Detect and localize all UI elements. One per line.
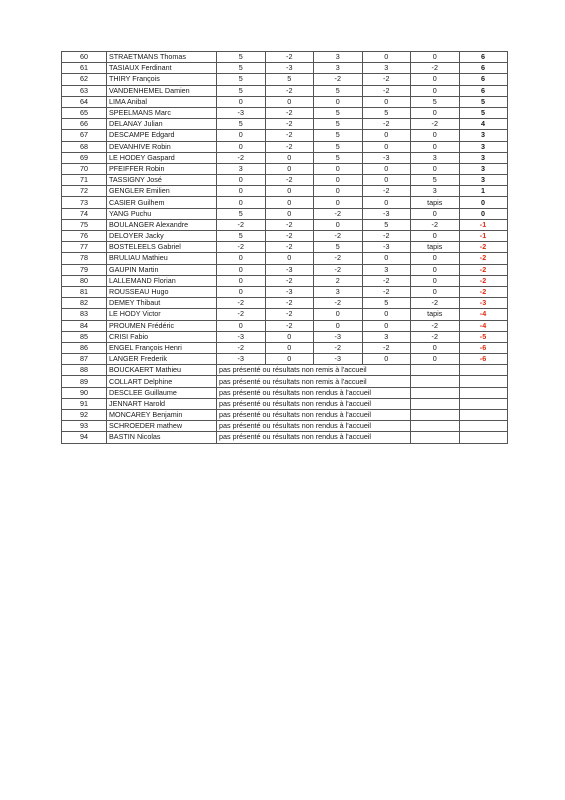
total-score-cell: 3 [459,163,507,174]
round-score-cell: 0 [411,107,460,118]
total-score-cell: 6 [459,52,507,63]
table-row [62,175,508,186]
player-name-cell: TASIAUX Ferdinant [107,63,217,74]
round-score-cell: 3 [411,186,460,197]
table-row [62,286,508,297]
round-score-cell: -2 [217,342,266,353]
round-score-cell: 0 [362,175,411,186]
round-score-cell: 0 [362,197,411,208]
empty-cell [411,365,460,376]
round-score-cell: 0 [314,96,363,107]
round-score-cell: -2 [265,130,314,141]
round-score-cell: -2 [265,231,314,242]
rank-cell: 83 [62,309,107,320]
round-score-cell: -2 [265,85,314,96]
table-row [62,107,508,118]
round-score-cell: 5 [314,152,363,163]
round-score-cell: 5 [314,107,363,118]
round-score-cell: -2 [314,231,363,242]
round-score-cell: 0 [265,354,314,365]
round-score-cell: -3 [265,286,314,297]
round-score-cell: tapis [411,242,460,253]
table-row [62,320,508,331]
round-score-cell: -2 [362,286,411,297]
player-name-cell: LE HODY Victor [107,309,217,320]
total-score-cell: 3 [459,152,507,163]
table-row [62,242,508,253]
rank-cell: 80 [62,275,107,286]
round-score-cell: -3 [362,152,411,163]
rank-cell: 73 [62,197,107,208]
player-name-cell: COLLART Delphine [107,376,217,387]
round-score-cell: 5 [362,219,411,230]
rank-cell: 86 [62,342,107,353]
round-score-cell: -3 [265,264,314,275]
total-score-cell: 6 [459,74,507,85]
round-score-cell: 0 [314,219,363,230]
round-score-cell: 5 [314,141,363,152]
round-score-cell: 0 [411,231,460,242]
round-score-cell: 0 [217,320,266,331]
rank-cell: 92 [62,410,107,421]
rank-cell: 68 [62,141,107,152]
total-score-cell [459,421,507,432]
round-score-cell: 0 [265,331,314,342]
round-score-cell: -2 [314,253,363,264]
table-row-absent [62,398,508,409]
player-name-cell: LE HODEY Gaspard [107,152,217,163]
round-score-cell: 3 [362,331,411,342]
round-score-cell: 0 [411,275,460,286]
player-name-cell: CASIER Guilhem [107,197,217,208]
round-score-cell: -2 [362,85,411,96]
round-score-cell: -2 [314,298,363,309]
total-score-cell [459,376,507,387]
total-score-cell: -2 [459,253,507,264]
round-score-cell: 0 [411,141,460,152]
player-name-cell: ROUSSEAU Hugo [107,286,217,297]
round-score-cell: 0 [362,52,411,63]
table-row [62,208,508,219]
player-name-cell: SPEELMANS Marc [107,107,217,118]
total-score-cell [459,365,507,376]
rank-cell: 65 [62,107,107,118]
player-name-cell: PFEIFFER Robin [107,163,217,174]
rank-cell: 63 [62,85,107,96]
round-score-cell: -2 [411,298,460,309]
round-score-cell: 0 [314,186,363,197]
table-row-absent [62,376,508,387]
round-score-cell: 0 [411,354,460,365]
table-row [62,186,508,197]
total-score-cell: -2 [459,275,507,286]
round-score-cell: 0 [314,309,363,320]
round-score-cell: -2 [411,219,460,230]
round-score-cell: 0 [411,286,460,297]
round-score-cell: -2 [362,275,411,286]
round-score-cell: 5 [411,96,460,107]
player-name-cell: DELOYER Jacky [107,231,217,242]
rank-cell: 85 [62,331,107,342]
round-score-cell: -2 [217,219,266,230]
round-score-cell: -2 [265,309,314,320]
player-name-cell: BOULANGER Alexandre [107,219,217,230]
player-name-cell: STRAETMANS Thomas [107,52,217,63]
rank-cell: 94 [62,432,107,443]
round-score-cell: -2 [411,331,460,342]
player-name-cell: SCHROEDER mathew [107,421,217,432]
rank-cell: 64 [62,96,107,107]
round-score-cell: 0 [411,253,460,264]
rank-cell: 60 [62,52,107,63]
rank-cell: 69 [62,152,107,163]
player-name-cell: VANDENHEMEL Damien [107,85,217,96]
player-name-cell: MONCAREY Benjamin [107,410,217,421]
rank-cell: 88 [62,365,107,376]
round-score-cell: 5 [314,242,363,253]
round-score-cell: 0 [217,186,266,197]
rank-cell: 87 [62,354,107,365]
round-score-cell: -2 [265,141,314,152]
rank-cell: 81 [62,286,107,297]
player-name-cell: TASSIGNY José [107,175,217,186]
player-name-cell: LIMA Anibal [107,96,217,107]
round-score-cell: 0 [217,197,266,208]
total-score-cell: 5 [459,107,507,118]
total-score-cell: -6 [459,354,507,365]
table-row [62,354,508,365]
round-score-cell: 5 [217,208,266,219]
rank-cell: 66 [62,119,107,130]
rank-cell: 77 [62,242,107,253]
total-score-cell: 4 [459,119,507,130]
player-name-cell: DESCLEE Guillaume [107,387,217,398]
total-score-cell: -1 [459,219,507,230]
round-score-cell: 5 [217,85,266,96]
results-table [61,51,508,444]
table-row [62,331,508,342]
player-name-cell: GAUPIN Martin [107,264,217,275]
total-score-cell [459,398,507,409]
table-row [62,264,508,275]
round-score-cell: -2 [362,342,411,353]
round-score-cell: 0 [314,197,363,208]
table-row [62,52,508,63]
table-row [62,342,508,353]
round-score-cell: 3 [217,163,266,174]
round-score-cell: 5 [314,119,363,130]
absence-note-cell: pas présenté ou résultats non remis à l'accueil [217,365,411,376]
player-name-cell: BOUCKAERT Mathieu [107,365,217,376]
table-row [62,74,508,85]
round-score-cell: -3 [265,63,314,74]
round-score-cell: -3 [362,208,411,219]
rank-cell: 71 [62,175,107,186]
round-score-cell: 0 [217,286,266,297]
rank-cell: 84 [62,320,107,331]
player-name-cell: LALLEMAND Florian [107,275,217,286]
round-score-cell: 0 [265,197,314,208]
round-score-cell: -2 [265,242,314,253]
player-name-cell: BOSTELEELS Gabriel [107,242,217,253]
total-score-cell: 3 [459,130,507,141]
table-row-absent [62,410,508,421]
player-name-cell: YANG Puchu [107,208,217,219]
absence-note-cell: pas présenté ou résultats non remis à l'accueil [217,376,411,387]
total-score-cell [459,387,507,398]
player-name-cell: BRULIAU Mathieu [107,253,217,264]
rank-cell: 72 [62,186,107,197]
empty-cell [411,387,460,398]
empty-cell [411,376,460,387]
player-name-cell: DELANAY Julian [107,119,217,130]
table-row [62,141,508,152]
round-score-cell: 0 [217,253,266,264]
round-score-cell: -2 [265,275,314,286]
round-score-cell: 3 [362,264,411,275]
table-row [62,130,508,141]
total-score-cell: -3 [459,298,507,309]
round-score-cell: 0 [362,354,411,365]
player-name-cell: JENNART Harold [107,398,217,409]
total-score-cell: -2 [459,242,507,253]
round-score-cell: 0 [314,175,363,186]
round-score-cell: 5 [217,231,266,242]
total-score-cell: 5 [459,96,507,107]
table-row [62,119,508,130]
round-score-cell: 0 [411,264,460,275]
round-score-cell: 0 [411,85,460,96]
round-score-cell: 0 [411,74,460,85]
rank-cell: 82 [62,298,107,309]
round-score-cell: -2 [314,74,363,85]
round-score-cell: -2 [217,242,266,253]
round-score-cell: 0 [362,163,411,174]
total-score-cell: 3 [459,141,507,152]
rank-cell: 74 [62,208,107,219]
total-score-cell [459,432,507,443]
round-score-cell: 0 [362,309,411,320]
table-row [62,298,508,309]
round-score-cell: 0 [217,141,266,152]
total-score-cell: -1 [459,231,507,242]
round-score-cell: -2 [411,320,460,331]
round-score-cell: 0 [411,52,460,63]
round-score-cell: 0 [411,208,460,219]
round-score-cell: -3 [314,331,363,342]
absence-note-cell: pas présenté ou résultats non rendus à l'accueil [217,421,411,432]
table-row-absent [62,432,508,443]
round-score-cell: 0 [265,253,314,264]
results-table-body [62,52,508,444]
total-score-cell: 1 [459,186,507,197]
total-score-cell: -2 [459,264,507,275]
absence-note-cell: pas présenté ou résultats non rendus à l'accueil [217,398,411,409]
round-score-cell: 0 [362,320,411,331]
round-score-cell: 3 [314,52,363,63]
table-row [62,85,508,96]
player-name-cell: BASTIN Nicolas [107,432,217,443]
rank-cell: 93 [62,421,107,432]
round-score-cell: 0 [411,130,460,141]
player-name-cell: THIRY François [107,74,217,85]
round-score-cell: 0 [265,342,314,353]
rank-cell: 75 [62,219,107,230]
rank-cell: 62 [62,74,107,85]
table-row [62,197,508,208]
rank-cell: 70 [62,163,107,174]
round-score-cell: 5 [265,74,314,85]
round-score-cell: 0 [362,141,411,152]
round-score-cell: -3 [362,242,411,253]
empty-cell [411,421,460,432]
round-score-cell: 0 [265,96,314,107]
absence-note-cell: pas présenté ou résultats non rendus à l'accueil [217,410,411,421]
round-score-cell: -2 [314,342,363,353]
rank-cell: 61 [62,63,107,74]
rank-cell: 90 [62,387,107,398]
table-row [62,231,508,242]
round-score-cell: 5 [314,130,363,141]
round-score-cell: 3 [362,63,411,74]
round-score-cell: 3 [314,63,363,74]
round-score-cell: 5 [217,119,266,130]
player-name-cell: DESCAMPE Edgard [107,130,217,141]
empty-cell [411,432,460,443]
table-row [62,163,508,174]
round-score-cell: 0 [362,130,411,141]
empty-cell [411,410,460,421]
rank-cell: 89 [62,376,107,387]
table-row-absent [62,365,508,376]
table-row [62,219,508,230]
round-score-cell: -2 [411,63,460,74]
round-score-cell: 3 [411,152,460,163]
total-score-cell: -2 [459,286,507,297]
round-score-cell: 0 [314,163,363,174]
table-row [62,152,508,163]
round-score-cell: 0 [411,342,460,353]
absence-note-cell: pas présenté ou résultats non rendus à l'accueil [217,387,411,398]
round-score-cell: -3 [217,354,266,365]
player-name-cell: LANGER Frederik [107,354,217,365]
round-score-cell: 0 [217,96,266,107]
player-name-cell: GENGLER Emilien [107,186,217,197]
total-score-cell: 0 [459,197,507,208]
total-score-cell: 6 [459,63,507,74]
round-score-cell: -2 [265,298,314,309]
round-score-cell: 0 [217,130,266,141]
round-score-cell: 5 [217,74,266,85]
round-score-cell: 0 [314,320,363,331]
round-score-cell: tapis [411,309,460,320]
round-score-cell: 0 [217,275,266,286]
round-score-cell: 0 [411,163,460,174]
total-score-cell [459,410,507,421]
total-score-cell: -6 [459,342,507,353]
table-row-absent [62,421,508,432]
round-score-cell: 2 [314,275,363,286]
round-score-cell: 0 [265,186,314,197]
rank-cell: 91 [62,398,107,409]
round-score-cell: -2 [362,186,411,197]
round-score-cell: 0 [265,163,314,174]
empty-cell [411,398,460,409]
round-score-cell: -3 [217,107,266,118]
round-score-cell: 0 [265,152,314,163]
rank-cell: 76 [62,231,107,242]
round-score-cell: -2 [217,298,266,309]
total-score-cell: 0 [459,208,507,219]
round-score-cell: 5 [217,63,266,74]
round-score-cell: -2 [314,208,363,219]
table-row [62,96,508,107]
table-row [62,275,508,286]
round-score-cell: 0 [217,175,266,186]
round-score-cell: -2 [314,264,363,275]
player-name-cell: CRISI Fabio [107,331,217,342]
total-score-cell: -5 [459,331,507,342]
round-score-cell: -3 [217,331,266,342]
round-score-cell: 5 [411,175,460,186]
table-row [62,309,508,320]
player-name-cell: DEMEY Thibaut [107,298,217,309]
round-score-cell: tapis [411,197,460,208]
round-score-cell: 0 [265,208,314,219]
round-score-cell: 5 [362,107,411,118]
total-score-cell: -4 [459,320,507,331]
rank-cell: 67 [62,130,107,141]
rank-cell: 79 [62,264,107,275]
round-score-cell: -2 [265,52,314,63]
player-name-cell: DEVANHIVE Robin [107,141,217,152]
round-score-cell: -2 [265,119,314,130]
round-score-cell: 0 [217,264,266,275]
player-name-cell: ENGEL François Henri [107,342,217,353]
round-score-cell: 3 [314,286,363,297]
round-score-cell: -2 [217,152,266,163]
player-name-cell: PROUMEN Frédéric [107,320,217,331]
table-row-absent [62,387,508,398]
round-score-cell: -2 [217,309,266,320]
round-score-cell: -2 [362,119,411,130]
round-score-cell: -2 [362,74,411,85]
round-score-cell: 5 [314,85,363,96]
round-score-cell: -2 [362,231,411,242]
absence-note-cell: pas présenté ou résultats non rendus à l'accueil [217,432,411,443]
round-score-cell: -2 [265,175,314,186]
round-score-cell: 5 [217,52,266,63]
table-row [62,253,508,264]
round-score-cell: 0 [362,253,411,264]
round-score-cell: -3 [314,354,363,365]
total-score-cell: 3 [459,175,507,186]
round-score-cell: -2 [265,219,314,230]
rank-cell: 78 [62,253,107,264]
round-score-cell: -2 [411,119,460,130]
total-score-cell: -4 [459,309,507,320]
table-row [62,63,508,74]
round-score-cell: -2 [265,107,314,118]
total-score-cell: 6 [459,85,507,96]
round-score-cell: 0 [362,96,411,107]
round-score-cell: -2 [265,320,314,331]
round-score-cell: 5 [362,298,411,309]
